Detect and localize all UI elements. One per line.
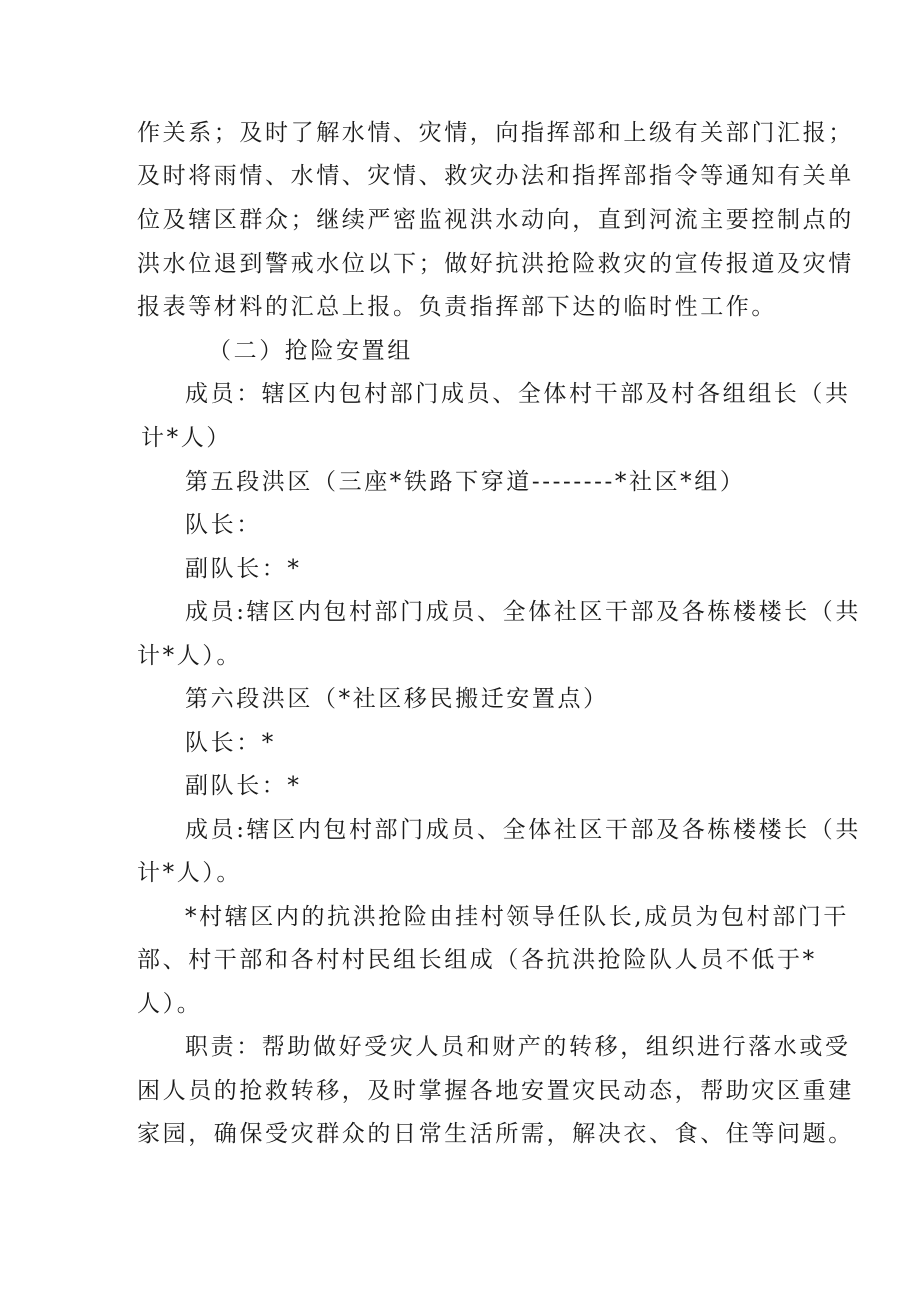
paragraph-line: 计*人） bbox=[141, 425, 232, 451]
paragraph-line: 家园，确保受灾群众的日常生活所需，解决衣、食、住等问题。 bbox=[137, 1121, 854, 1147]
paragraph-line: 成员:辖区内包村部门成员、全体社区干部及各栋楼楼长（共 bbox=[185, 817, 861, 843]
paragraph-line: 报表等材料的汇总上报。负责指挥部下达的临时性工作。 bbox=[137, 294, 777, 320]
paragraph-line: 洪水位退到警戒水位以下；做好抗洪抢险救灾的宣传报道及灾情 bbox=[137, 251, 854, 277]
paragraph-line: 作关系；及时了解水情、灾情，向指挥部和上级有关部门汇报； bbox=[137, 120, 854, 146]
paragraph-line: 位及辖区群众；继续严密监视洪水动向，直到河流主要控制点的 bbox=[137, 207, 854, 233]
paragraph-line: 成员：辖区内包村部门成员、全体村干部及村各组组长（共 bbox=[185, 381, 851, 407]
paragraph-line: 职责：帮助做好受灾人员和财产的转移，组织进行落水或受 bbox=[185, 1034, 851, 1060]
subsection-heading: 第六段洪区（*社区移民搬迁安置点） bbox=[185, 686, 609, 712]
paragraph-line: *村辖区内的抗洪抢险由挂村领导任队长,成员为包村部门干 bbox=[185, 904, 850, 930]
paragraph-line: 困人员的抢救转移，及时掌握各地安置灾民动态，帮助灾区重建 bbox=[137, 1078, 854, 1104]
paragraph-line: 副队长：* bbox=[185, 556, 302, 582]
paragraph-line: 计*人）。 bbox=[137, 643, 242, 669]
paragraph-line: 队长：* bbox=[185, 730, 276, 756]
paragraph-line: 成员:辖区内包村部门成员、全体社区干部及各栋楼楼长（共 bbox=[185, 599, 861, 625]
section-heading: （二）抢险安置组 bbox=[208, 338, 413, 364]
paragraph-line: 副队长：* bbox=[185, 773, 302, 799]
paragraph-line: 计*人）。 bbox=[137, 860, 242, 886]
paragraph-line: 及时将雨情、水情、灾情、救灾办法和指挥部指令等通知有关单 bbox=[137, 163, 854, 189]
paragraph-line: 部、村干部和各村村民组长组成（各抗洪抢险队人员不低于* bbox=[137, 947, 817, 973]
paragraph-line: 人）。 bbox=[137, 991, 203, 1017]
paragraph-line: 队长： bbox=[185, 512, 262, 538]
subsection-heading: 第五段洪区（三座*铁路下穿道--------*社区*组） bbox=[185, 469, 746, 495]
